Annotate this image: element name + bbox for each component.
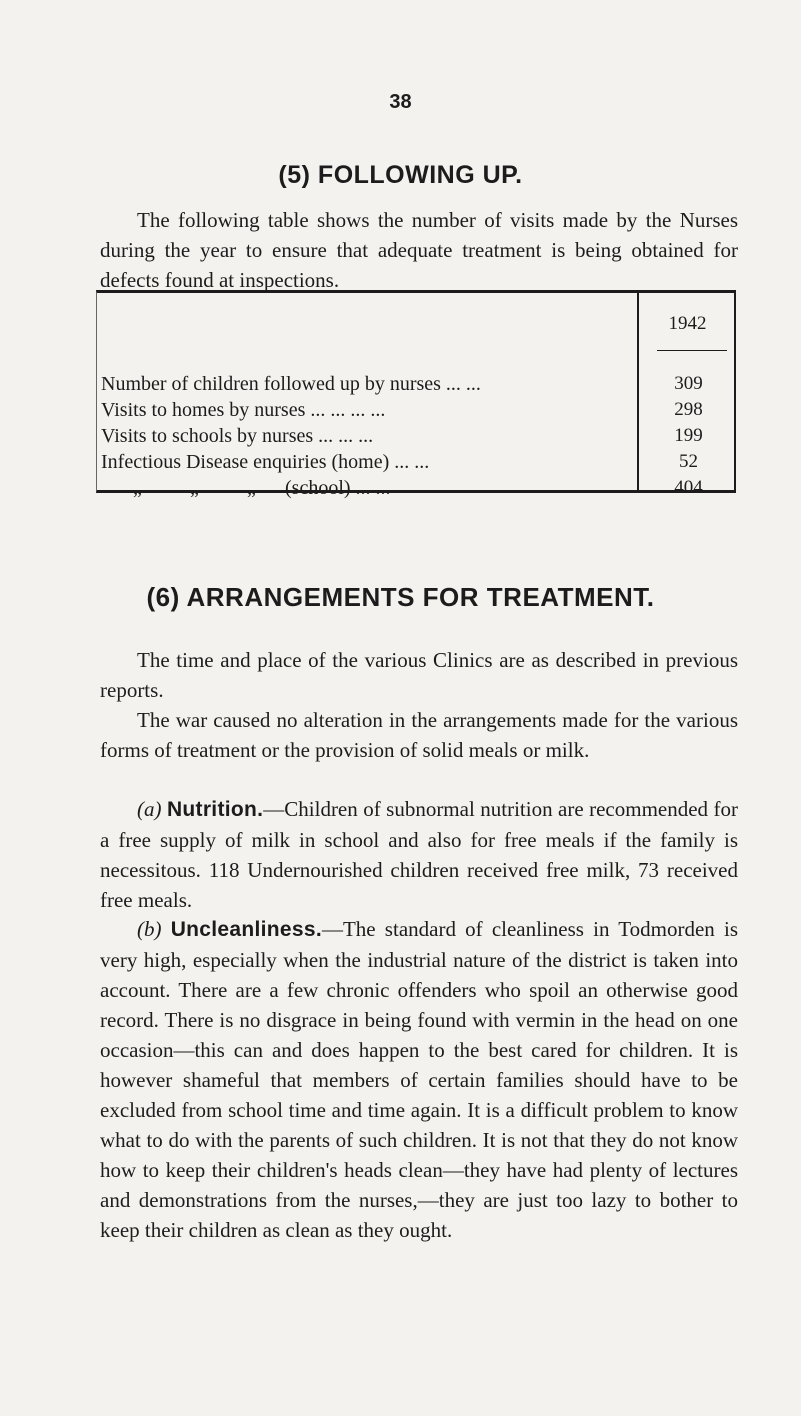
row-value: 298 <box>674 399 703 420</box>
section-6-heading: (6) ARRANGEMENTS FOR TREATMENT. <box>146 582 655 612</box>
row-value: 404 <box>674 477 703 498</box>
uncleanliness-text: —The standard of cleanliness in Todmorden is very high, especially when the industrial nature of the district is taken into account. There are a few chronic offenders who spoil an otherwise good record. There is no disgrace in being found with vermin in the head on one occasion—this can and does happen to the best cared for children. It is however shameful that members of certain families should have to be excluded from school time and time again. It is a difficult problem to know what to do with the parents of such children. It is not that they do not know how to keep their children's heads clean—they have had plenty of lectures and demonstrations from the nurses,—they are just too lazy to bother to keep their children as clean as they ought. <box>100 917 739 1242</box>
section-5-intro: The following table shows the number of visits made by the Nurses during the year to ensure that adequate treatment is being obtained for defects found at inspections. <box>100 208 738 292</box>
table-row <box>101 399 731 424</box>
row-label: Infectious Disease enquiries (home) ... ... <box>101 451 430 473</box>
page-number: 38 <box>389 91 412 113</box>
uncleanliness-title: Uncleanliness. <box>170 918 322 941</box>
war-paragraph: The war caused no alteration in the arrangements made for the various forms of treatment or the provision of solid meals or milk. <box>100 708 738 762</box>
ditto-mark: „ <box>133 477 142 499</box>
nutrition-title: Nutrition. <box>166 798 264 821</box>
table-row <box>101 373 731 398</box>
row-label: Visits to homes by nurses ... ... ... ... <box>101 399 386 421</box>
row-value: 52 <box>679 451 698 472</box>
nutrition-text: —Children of subnormal nutrition are recommended for a free supply of milk in school and also for free meals if the family is necessitous. 118 Undernourished children received free milk, 73 received free meals. <box>100 797 738 912</box>
row-label: Visits to schools by nurses ... ... ... <box>101 425 374 447</box>
clinics-paragraph: The time and place of the various Clinics are as described in previous reports. <box>100 648 738 702</box>
row-label-ditto <box>101 477 631 500</box>
ditto-mark: „ <box>247 477 256 499</box>
uncleanliness-paragraph <box>100 914 738 1245</box>
table-row <box>101 425 731 450</box>
row-label: (school) ... ... <box>285 477 391 499</box>
table-row <box>101 477 731 502</box>
nutrition-letter: (a) <box>137 797 162 821</box>
year-header-rule <box>657 350 727 351</box>
table-row <box>101 451 731 476</box>
year-header: 1942 <box>668 313 707 334</box>
row-label: Number of children followed up by nurses ... ... <box>101 373 481 395</box>
follow-up-table <box>96 290 736 499</box>
nutrition-paragraph <box>100 794 738 915</box>
row-value: 309 <box>674 373 703 394</box>
row-value: 199 <box>674 425 703 446</box>
ditto-mark: „ <box>190 477 199 499</box>
section-5-heading: (5) FOLLOWING UP. <box>278 161 523 189</box>
uncleanliness-letter: (b) <box>137 917 162 941</box>
